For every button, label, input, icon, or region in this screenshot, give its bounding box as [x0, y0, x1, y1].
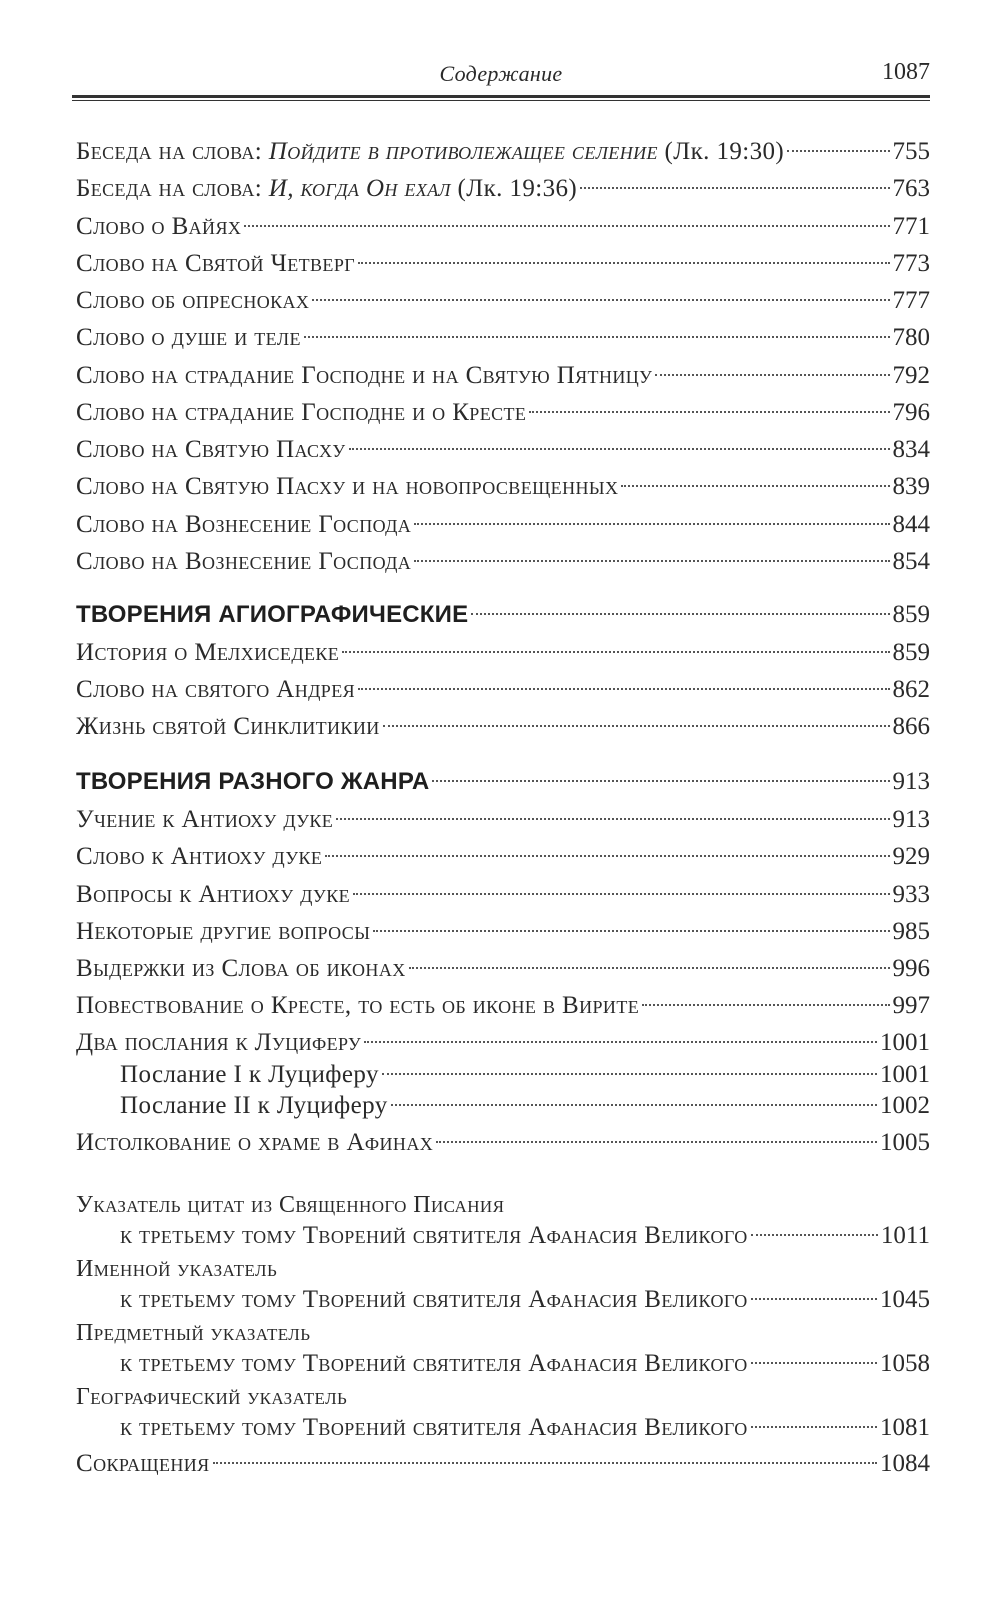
toc-entry-page: 780 — [892, 324, 930, 351]
dot-leader — [751, 1234, 878, 1236]
toc-entry[interactable] — [76, 671, 930, 709]
toc-entry-title: Слово о душе и теле — [76, 324, 301, 351]
toc-entry-page: 773 — [892, 250, 930, 277]
toc-entry-title: Беседа на слова: Пойдите в противолежащее селение (Лк. 19:30) — [76, 138, 785, 165]
dot-leader — [655, 374, 889, 376]
toc-entry-title: Вопросы к Антиоху дуке — [76, 881, 351, 908]
toc-entry[interactable] — [76, 913, 930, 951]
toc-entry[interactable] — [76, 431, 930, 469]
dot-leader — [621, 485, 889, 487]
toc-subentry[interactable] — [120, 1087, 930, 1125]
toc-entry-title: Два послания к Луциферу — [76, 1029, 362, 1056]
toc-entry-title: Слово на Вознесение Господа — [76, 548, 412, 575]
toc-entry-page: 866 — [892, 713, 930, 740]
dot-leader — [751, 1362, 877, 1364]
toc-section-heading[interactable] — [76, 596, 930, 634]
dot-leader — [751, 1426, 877, 1428]
dot-leader — [787, 150, 889, 152]
toc-entry-page: 1011 — [880, 1222, 930, 1249]
running-head-title: Содержание — [439, 61, 563, 86]
toc-entry[interactable] — [76, 357, 930, 395]
toc-entry-page: 862 — [892, 676, 930, 703]
toc-entry[interactable] — [76, 708, 930, 746]
toc-entry-page: 985 — [892, 918, 930, 945]
toc-entry-page: 913 — [892, 768, 930, 795]
dot-leader — [373, 930, 889, 932]
toc-entry-page: 859 — [892, 601, 930, 628]
toc-entry-title: Беседа на слова: И, когда Он ехал (Лк. 19:36) — [76, 175, 578, 202]
toc-entry-page: 844 — [892, 511, 930, 538]
toc-entry-title: Некоторые другие вопросы — [76, 918, 371, 945]
dot-leader — [642, 1004, 889, 1006]
toc-entry-page: 839 — [892, 473, 930, 500]
toc-entry-page: 854 — [892, 548, 930, 575]
dot-leader — [325, 855, 889, 857]
toc-entry[interactable] — [76, 282, 930, 320]
dot-leader — [529, 411, 889, 413]
page-number: 1087 — [882, 59, 930, 85]
toc-entry-title: к третьему тому Творений святителя Афанасия Великого — [120, 1222, 748, 1249]
toc-entry-title: Слово на Святую Пасху и на новопросвещенных — [76, 473, 619, 500]
toc-entry-title: Слово на Святую Пасху — [76, 436, 346, 463]
section-heading-title: ТВОРЕНИЯ РАЗНОГО ЖАНРА — [76, 768, 430, 795]
toc-entry-title: Слово на святого Андрея — [76, 676, 356, 703]
toc-entry-title: к третьему тому Творений святителя Афанасия Великого — [120, 1286, 748, 1313]
toc-entry[interactable] — [76, 506, 930, 544]
toc-entry-page: 1058 — [880, 1350, 930, 1377]
running-head — [72, 55, 930, 91]
toc-entry-page: 1084 — [880, 1450, 930, 1477]
toc-entry-page: 1002 — [880, 1092, 930, 1119]
header-rule — [72, 95, 930, 98]
dot-leader — [580, 187, 889, 189]
toc-entry[interactable] — [76, 468, 930, 506]
header-rule-thin — [72, 100, 930, 101]
toc-entry[interactable] — [76, 319, 930, 357]
toc-entry[interactable] — [76, 1445, 930, 1483]
toc-entry-page: 792 — [892, 362, 930, 389]
toc-section-heading[interactable] — [76, 763, 930, 801]
toc-entry-title: Повествование о Кресте, то есть об иконе в Вирите — [76, 992, 640, 1019]
toc-entry[interactable] — [76, 838, 930, 876]
dot-leader — [436, 1141, 877, 1143]
dot-leader — [409, 967, 890, 969]
toc-entry-title: к третьему тому Творений святителя Афанасия Великого — [120, 1414, 748, 1441]
toc-entry-page: 796 — [892, 399, 930, 426]
toc-entry-title: Слово на Вознесение Господа — [76, 511, 412, 538]
toc-entry-title: Слово к Антиоху дуке — [76, 843, 323, 870]
toc-entry[interactable] — [76, 876, 930, 914]
dot-leader — [391, 1104, 877, 1106]
toc-entry-title: Слово о Вайях — [76, 213, 242, 240]
toc-entry-page: 997 — [892, 992, 930, 1019]
toc-entry-title: к третьему тому Творений святителя Афанасия Великого — [120, 1350, 748, 1377]
dot-leader — [383, 725, 890, 727]
toc-entry-page: 859 — [892, 639, 930, 666]
toc-entry[interactable] — [76, 1124, 930, 1162]
toc-entry[interactable] — [76, 245, 930, 283]
dot-leader — [353, 893, 889, 895]
toc-entry-title: Выдержки из Слова об иконах — [76, 955, 406, 982]
toc-entry-title: Слово на Святой Четверг — [76, 250, 356, 277]
toc-entry-title: Учение к Антиоху дуке — [76, 806, 334, 833]
toc-entry[interactable] — [76, 543, 930, 581]
toc-entry[interactable] — [76, 987, 930, 1025]
toc-entry-page: 777 — [892, 287, 930, 314]
index-title[interactable]: Предметный указатель — [76, 1320, 311, 1346]
index-title[interactable]: Географический указатель — [76, 1384, 348, 1410]
dot-leader — [471, 613, 889, 615]
toc-entry[interactable] — [76, 950, 930, 988]
toc-entry-page: 1005 — [880, 1129, 930, 1156]
toc-entry-title: Слово об опресноках — [76, 287, 310, 314]
toc-entry-page: 929 — [892, 843, 930, 870]
dot-leader — [432, 780, 889, 782]
toc-entry-page: 1045 — [880, 1286, 930, 1313]
toc-entry-page: 996 — [892, 955, 930, 982]
index-title[interactable]: Именной указатель — [76, 1256, 278, 1282]
dot-leader — [244, 225, 889, 227]
toc-entry-page: 933 — [892, 881, 930, 908]
toc-entry-page: 763 — [892, 175, 930, 202]
toc-entry-title: Слово на страдание Господне и на Святую Пятницу — [76, 362, 653, 389]
toc-entry-title: Послание I к Луциферу — [120, 1061, 379, 1088]
toc-entry-page: 1001 — [880, 1061, 930, 1088]
toc-entry-title: История о Мелхиседеке — [76, 639, 340, 666]
toc-entry[interactable] — [120, 1409, 930, 1447]
toc-entry[interactable] — [76, 634, 930, 672]
dot-leader — [358, 688, 889, 690]
toc-entry-title: Сокращения — [76, 1450, 210, 1477]
toc-entry-page: 1081 — [880, 1414, 930, 1441]
toc-entry-page: 771 — [892, 213, 930, 240]
dot-leader — [414, 523, 889, 525]
dot-leader — [349, 448, 890, 450]
index-title[interactable]: Указатель цитат из Священного Писания — [76, 1192, 505, 1218]
dot-leader — [213, 1462, 877, 1464]
toc-entry-title: Послание II к Луциферу — [120, 1092, 388, 1119]
toc-entry-page: 834 — [892, 436, 930, 463]
toc-entry-page: 913 — [892, 806, 930, 833]
toc-entry[interactable] — [76, 133, 930, 171]
dot-leader — [358, 262, 889, 264]
dot-leader — [312, 299, 889, 301]
toc-entry-page: 1001 — [880, 1029, 930, 1056]
toc-entry[interactable] — [76, 170, 930, 208]
dot-leader — [751, 1298, 877, 1300]
dot-leader — [336, 818, 889, 820]
toc-entry-title: Истолкование о храме в Афинах — [76, 1129, 434, 1156]
dot-leader — [304, 336, 890, 338]
section-heading-title: ТВОРЕНИЯ АГИОГРАФИЧЕСКИЕ — [76, 601, 469, 628]
toc-entry[interactable] — [76, 801, 930, 839]
toc-entry[interactable] — [76, 208, 930, 246]
toc-entry-page: 755 — [892, 138, 930, 165]
toc-entry-title: Слово на страдание Господне и о Кресте — [76, 399, 527, 426]
dot-leader — [342, 651, 889, 653]
dot-leader — [382, 1073, 877, 1075]
dot-leader — [414, 560, 889, 562]
toc-entry-title: Жизнь святой Синклитикии — [76, 713, 380, 740]
toc-entry[interactable] — [76, 394, 930, 432]
dot-leader — [364, 1041, 877, 1043]
